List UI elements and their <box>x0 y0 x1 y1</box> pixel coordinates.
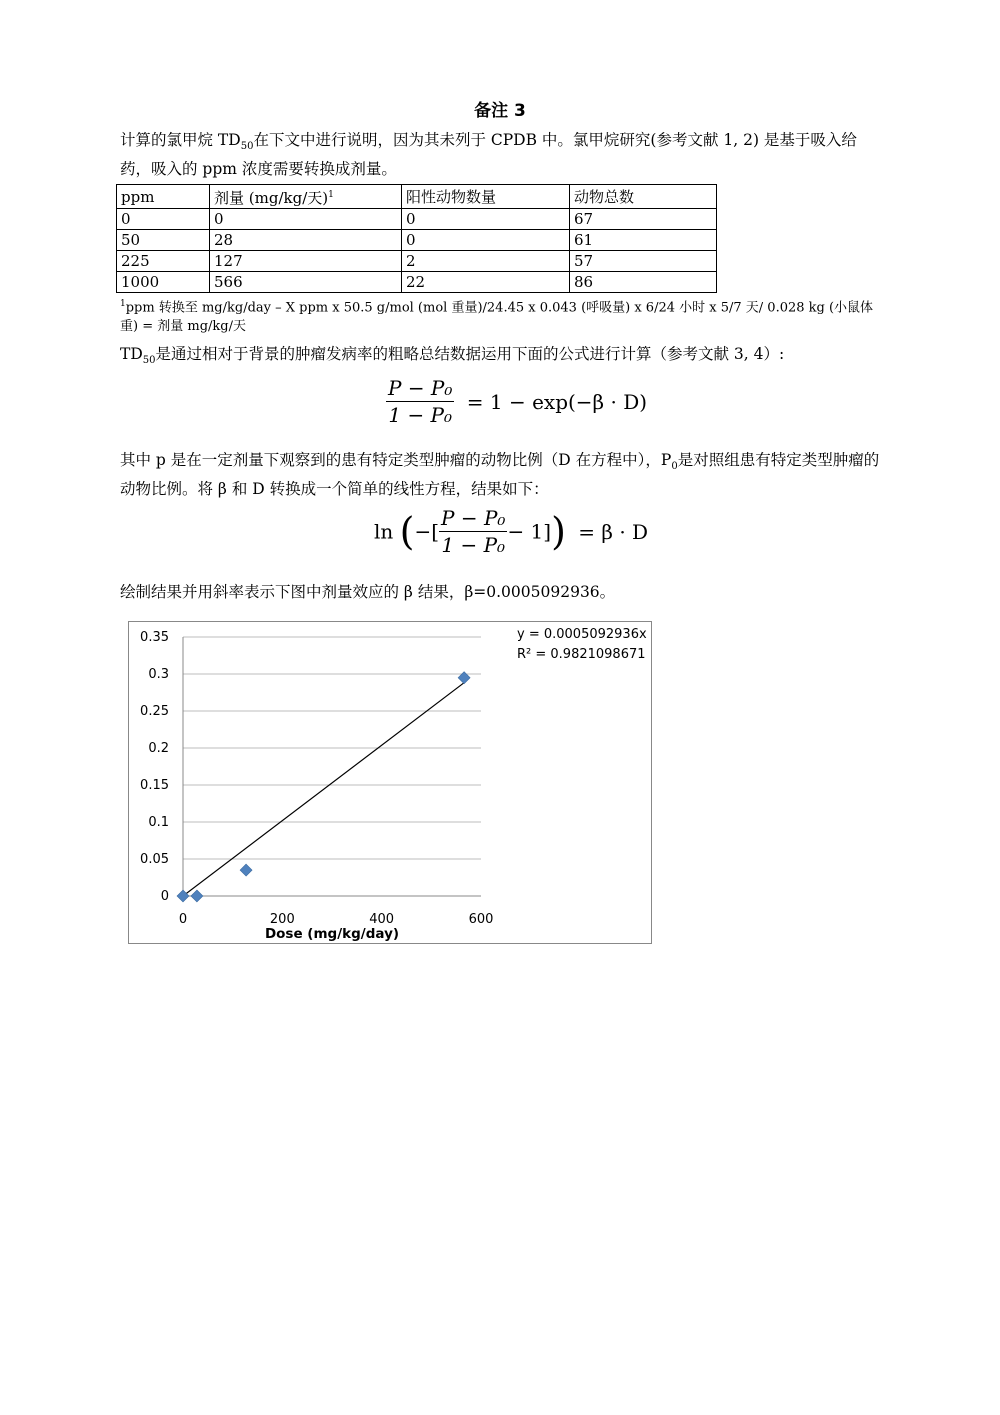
formula2-minus-bracket: −[ <box>414 519 440 544</box>
formula1-fraction <box>386 376 454 427</box>
table-cell: 1000 <box>117 272 210 293</box>
data-point <box>191 890 203 902</box>
formula-exponential <box>386 376 647 427</box>
table-cell: 0 <box>402 209 570 230</box>
formula2-tail: − 1] <box>507 519 552 544</box>
dose-response-chart <box>128 621 652 944</box>
table-row <box>117 272 717 293</box>
x-tick-label: 200 <box>269 912 295 927</box>
footnote-mark: 1 <box>120 299 126 309</box>
y-tick-label: 0.1 <box>148 815 169 830</box>
table-cell: 2 <box>402 251 570 272</box>
y-tick-label: 0.3 <box>148 667 169 682</box>
table-row <box>117 230 717 251</box>
formula2-ln: ln <box>374 519 394 544</box>
formula-linear <box>374 506 648 557</box>
x-tick-label: 600 <box>468 912 494 927</box>
definition-text-a: 其中 p 是在一定剂量下观察到的患有特定类型肿瘤的动物比例（D 在方程中），P <box>120 451 672 469</box>
td50-prefix: TD <box>120 345 143 363</box>
y-tick-label: 0.2 <box>148 741 169 756</box>
table-header-cell: ppm <box>117 185 210 209</box>
intro-subscript: 50 <box>240 141 254 153</box>
x-tick-label: 400 <box>369 912 395 927</box>
x-tick-label: 0 <box>178 912 188 927</box>
dose-table <box>116 184 717 293</box>
y-tick-label: 0.35 <box>140 630 169 645</box>
table-cell: 0 <box>210 209 402 230</box>
table-header-cell: 动物总数 <box>570 185 717 209</box>
formula2-denominator: 1 − P₀ <box>441 533 506 557</box>
header-dose-label: 剂量 (mg/kg/天) <box>214 189 329 207</box>
table-header-row <box>117 185 717 209</box>
trendline <box>183 683 464 896</box>
formula2-open-paren: ( <box>399 509 415 554</box>
formula2-close-paren: ) <box>551 509 566 554</box>
table-row <box>117 209 717 230</box>
table-cell: 50 <box>117 230 210 251</box>
intro-text-a: 计算的氯甲烷 TD <box>120 131 241 149</box>
data-point <box>177 890 189 902</box>
formula2-numerator: P − P₀ <box>441 506 506 530</box>
y-tick-label: 0 <box>160 889 169 904</box>
td50-text: 是通过相对于背景的肿瘤发病率的粗略总结数据运用下面的公式进行计算（参考文献 3, 4）: <box>155 345 785 363</box>
td50-subscript: 50 <box>142 355 156 367</box>
table-header-cell: 阳性动物数量 <box>402 185 570 209</box>
table-cell: 86 <box>570 272 717 293</box>
definition-subscript: 0 <box>671 461 678 473</box>
td50-paragraph <box>120 343 882 372</box>
table-cell: 67 <box>570 209 717 230</box>
formula2-fraction <box>439 506 507 557</box>
data-point <box>240 864 252 876</box>
footnote-text: ppm 转换至 mg/kg/day – X ppm x 50.5 g/mol (mol 重量)/24.45 x 0.043 (呼吸量) x 6/24 小时 x 5/7 天/ 0.028 kg (小鼠体重) = 剂量 mg/kg/天 <box>120 300 874 335</box>
table-cell: 22 <box>402 272 570 293</box>
result-paragraph: 绘制结果并用斜率表示下图中剂量效应的 β 结果，β=0.0005092936。 <box>120 583 616 601</box>
formula1-numerator: P − P₀ <box>388 376 453 400</box>
formula2-rhs: = β · D <box>578 519 649 544</box>
definition-paragraph <box>120 449 882 501</box>
table-cell: 566 <box>210 272 402 293</box>
table-cell: 127 <box>210 251 402 272</box>
table-cell: 0 <box>402 230 570 251</box>
formula1-rhs: = 1 − exp(−β · D) <box>466 389 648 414</box>
table-cell: 57 <box>570 251 717 272</box>
table-footnote <box>120 295 885 336</box>
table-cell: 28 <box>210 230 402 251</box>
note-title: 备注 3 <box>474 101 526 121</box>
table-header-cell <box>210 185 402 209</box>
trendline-equation: y = 0.0005092936x <box>517 627 647 642</box>
y-tick-label: 0.05 <box>140 852 169 867</box>
header-footnote-mark: 1 <box>328 190 334 200</box>
y-tick-label: 0.25 <box>140 704 169 719</box>
table-cell: 61 <box>570 230 717 251</box>
intro-text-b: 在下文中进行说明，因为其未列于 CPDB 中。氯甲烷研究(参考文献 1, 2) 是基于吸入给药，吸入的 ppm 浓度需要转换成剂量。 <box>120 131 857 179</box>
trendline-r-squared: R² = 0.9821098671 <box>517 647 646 662</box>
intro-paragraph <box>120 129 882 181</box>
x-axis-label: Dose (mg/kg/day) <box>264 926 400 942</box>
table-cell: 225 <box>117 251 210 272</box>
definition-text-b: 是对照组患有特定类型肿瘤的动物比例。将 β 和 D 转换成一个简单的线性方程，结果如下： <box>120 451 880 499</box>
chart-svg <box>129 622 651 943</box>
formula1-denominator: 1 − P₀ <box>388 403 453 427</box>
y-tick-label: 0.15 <box>140 778 169 793</box>
table-row <box>117 251 717 272</box>
table-cell: 0 <box>117 209 210 230</box>
